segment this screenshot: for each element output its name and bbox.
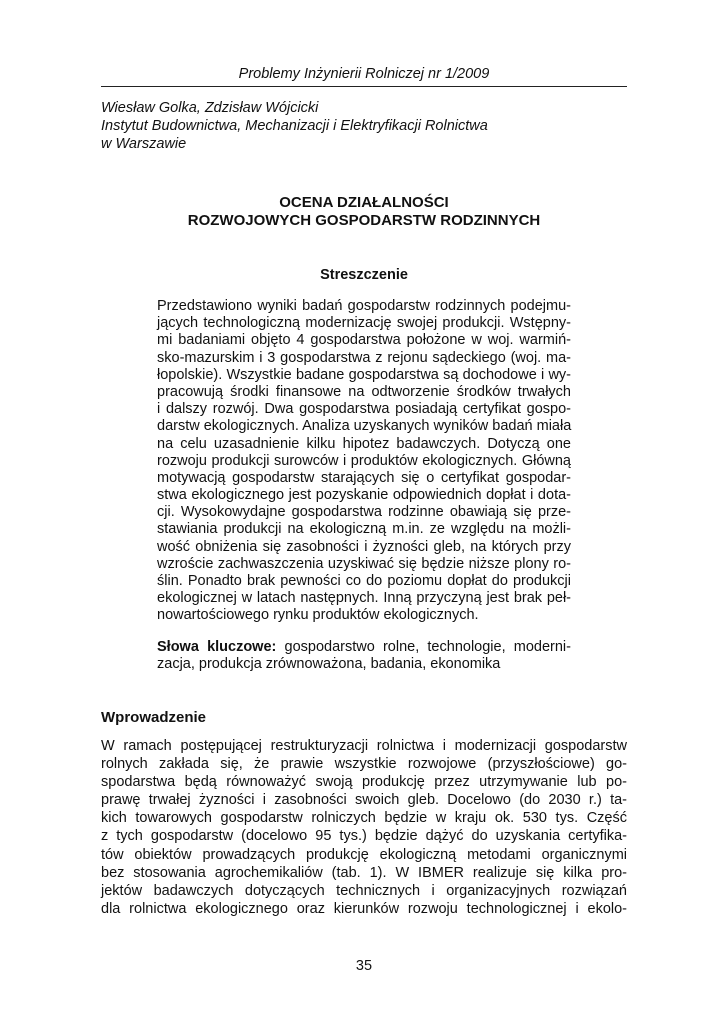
abstract-line: wzroście zachwaszczenia uzyskiwać się będzie niższe plony ro- — [157, 555, 571, 572]
abstract-line: i dalszy rozwój. Dwa gospodarstwa posiadają certyfikat gospo- — [157, 401, 571, 418]
abstract-line: motywacją gospodarstw starających się o certyfikat gospodar- — [157, 469, 571, 486]
title-line-2: ROZWOJOWYCH GOSPODARSTW RODZINNYCH — [187, 212, 541, 229]
abstract-line: na celu uzasadnienie kilku hipotez badawczych. Dotyczą one — [157, 435, 571, 452]
abstract-line: Przedstawiono wyniki badań gospodarstw rodzinnych podejmu- — [157, 298, 571, 314]
abstract-line: rozwoju produkcji surowców i produktów ekologicznych. Główną — [157, 452, 571, 469]
title-line-1: OCENA DZIAŁALNOŚCI — [279, 194, 449, 211]
section-body — [101, 737, 627, 918]
running-head: Problemy Inżynierii Rolniczej nr 1/2009 — [101, 64, 627, 87]
abstract-line: darstw ekologicznych. Analiza uzyskanych wyników badań miała — [157, 418, 572, 435]
keywords-line-1 — [157, 639, 571, 656]
abstract-line: mi badaniami objęto 4 gospodarstwa położone w woj. warmiń- — [157, 332, 571, 349]
abstract-line: ekologicznej w latach następnych. Inną przyczyną jest brak peł- — [157, 590, 571, 607]
body-line: z tych gospodarstw (docelowo 95 tys.) będzie dążyć do uzyskania certyfika- — [101, 828, 627, 845]
page-number: 35 — [355, 958, 373, 974]
section-heading: Wprowadzenie — [101, 709, 207, 726]
abstract-heading: Streszczenie — [320, 267, 408, 283]
body-line: tów obiektów prowadzących produkcję ekologiczną metodami organicznymi — [101, 846, 627, 863]
affiliation-line-2: w Warszawie — [101, 136, 187, 152]
keywords-line-2: zacja, produkcja zrównoważona, badania, ekonomika — [157, 656, 501, 673]
paper-title — [101, 194, 627, 230]
abstract-line: jących technologiczną modernizację swojej produkcji. Wstępny- — [157, 315, 571, 332]
abstract-line: nowartościowego rynku produktów ekologicznych. — [157, 607, 479, 624]
keywords-label: Słowa kluczowe: — [157, 639, 277, 655]
author-names: Wiesław Golka, Zdzisław Wójcicki — [101, 100, 319, 116]
body-line: rolnych zakłada się, że prawie wszystkie rozwojowe (przyszłościowe) go- — [101, 756, 627, 773]
abstract-line: stawiania produkcji na ekologiczną m.in. ze względu na możli- — [157, 521, 571, 538]
abstract-line: łopolskie). Wszystkie badane gospodarstwa są dochodowe i wy- — [157, 366, 571, 383]
body-line: kich towarowych gospodarstw rolniczych będzie w kraju ok. 530 tys. Część — [101, 810, 627, 827]
body-line: prawę trwałej żyzności i zasobności swoich gleb. Docelowo (do 2030 r.) ta- — [101, 792, 627, 809]
body-line: spodarstwa będą równoważyć swoją produkcję przez utrzymywanie lub po- — [101, 774, 627, 791]
author-block — [101, 99, 631, 153]
abstract-line: cji. Wysokowydajne gospodarstwa rodzinne obawiają się prze- — [157, 504, 571, 521]
body-line: dla rolnictwa ekologicznego oraz kierunków rozwoju technologicznej i ekolo- — [101, 900, 627, 917]
abstract-line: stwa ekologicznego jest pozyskanie odpowiednich dopłat i dota- — [157, 487, 571, 504]
abstract-line: sko-mazurskim i 3 gospodarstwa z rejonu sądeckiego (woj. ma- — [157, 349, 571, 366]
body-line: jektów badawczych dotyczących technicznych i organizacyjnych rozwiązań — [101, 882, 627, 899]
abstract-line: ślin. Ponadto brak pewności co do poziomu dopłat do produkcji — [157, 573, 571, 589]
body-line: W ramach postępującej restrukturyzacji rolnictwa i modernizacji gospodarstw — [101, 738, 627, 754]
keywords-text-1: gospodarstwo rolne, technologie, moderni- — [276, 639, 571, 655]
abstract-body — [157, 298, 571, 625]
abstract-line: pracowują środki finansowe na odtworzenie środków trwałych — [157, 383, 571, 400]
body-line: bez stosowania agrochemikaliów (tab. 1). W IBMER realizuje się kilka pro- — [101, 864, 627, 881]
affiliation-line-1: Instytut Budownictwa, Mechanizacji i Elektryfikacji Rolnictwa — [101, 118, 488, 134]
abstract-line: wość obniżenia się zasobności i żyzności gleb, na których przy — [157, 538, 571, 555]
keywords — [157, 639, 571, 673]
